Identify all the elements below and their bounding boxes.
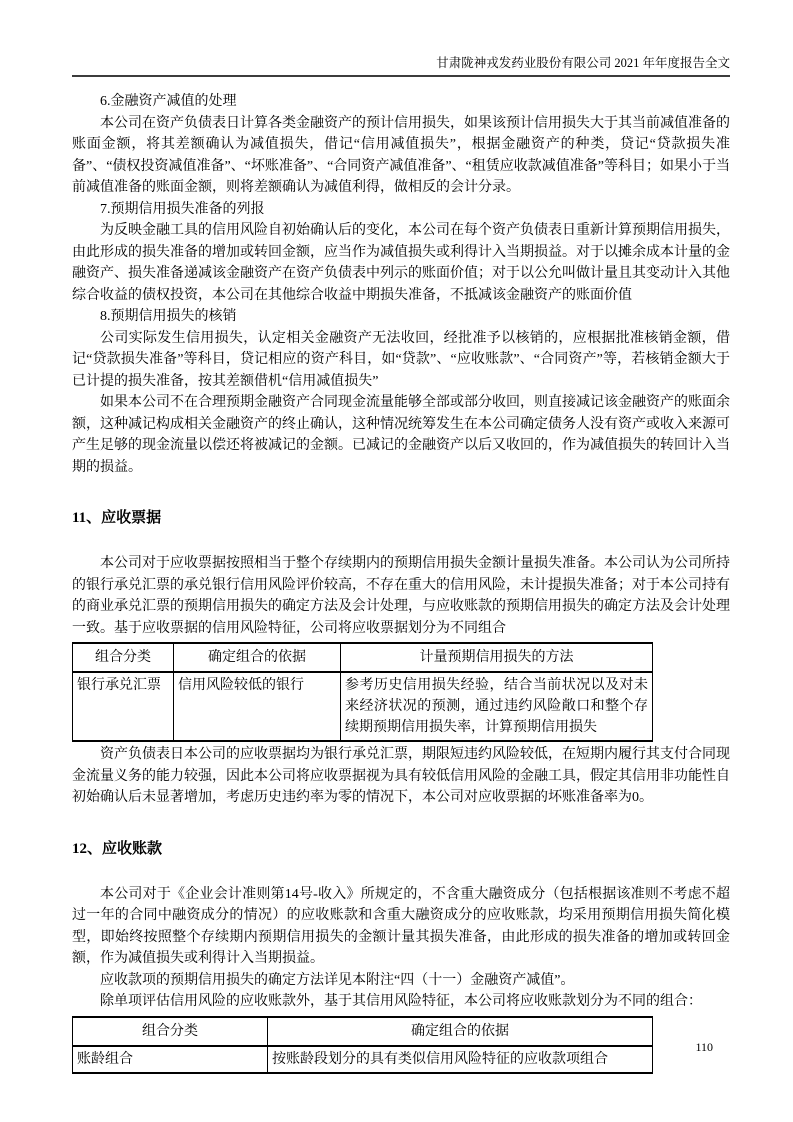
section-6-paragraph: 本公司在资产负债表日计算各类金融资产的预计信用损失，如果该预计信用损失大于其当前减值准备的账面金额，将其差额确认为减值损失，借记“信用减值损失”，根据金融资产的种类，贷记“贷款损失准备”、“债权投资减值准备”、“坏账准备”、“合同资产减值准备”、“租赁应收款减值准备”等科目；如果小于当前减值准备的账面金额，则将差额确认为减值利得，做相反的会计分录。 [72, 115, 730, 195]
section-11-heading: 11、应收票据 [72, 510, 162, 526]
table-row [73, 1046, 653, 1073]
document-header [72, 0, 730, 77]
section-11-paragraph-2: 资产负债表日本公司的应收票据均为银行承兑汇票，期限短违约风险较低，在短期内履行其支付合同现金流量义务的能力较强，因此本公司将应收票据视为具有较低信用风险的金融工具，假定其信用非功能性自初始确认后未显著增加，考虑历史违约率为零的情况下，本公司对应收票据的坏账准备率为0。 [72, 747, 730, 805]
column-header-portfolio-type: 组合分类 [73, 1017, 268, 1046]
page-content [72, 0, 730, 1076]
notes-receivable-portfolio-table [72, 642, 653, 742]
column-header-portfolio-basis: 确定组合的依据 [268, 1017, 653, 1046]
accounts-receivable-portfolio-table [72, 1016, 653, 1074]
document-header-title: 甘肃陇神戎发药业股份有限公司 2021 年年度报告全文 [436, 56, 730, 70]
column-header-portfolio-basis: 确定组合的依据 [174, 643, 341, 672]
section-7-title: 7.预期信用损失准备的列报 [100, 201, 265, 217]
column-header-ecl-method: 计量预期信用损失的方法 [341, 643, 653, 672]
section-6-title: 6.金融资产减值的处理 [100, 94, 237, 109]
section-12-paragraph-1: 本公司对于《企业会计准则第14号-收入》所规定的，不含重大融资成分（包括根据该准则不考虑不超过一年的合同中融资成分的情况）的应收账款和含重大融资成分的应收账款，均采用预期信用损失简化模型，即始终按照整个存续期内预期信用损失的金额计量其损失准备，由此形成的损失准备的增加或转回金额，作为减值损失或利得计入当期损益。 [72, 886, 730, 966]
cell-portfolio-basis: 信用风险较低的银行 [174, 672, 341, 741]
document-body [72, 91, 730, 1074]
cell-portfolio-type: 账龄组合 [73, 1046, 268, 1073]
section-8-paragraph-1: 公司实际发生信用损失，认定相关金融资产无法收回，经批准予以核销的，应根据批准核销金额，借记“贷款损失准备”等科目，贷记相应的资产科目，如“贷款”、“应收账款”、“合同资产”等，若核销金额大于已计提的损失准备，按其差额借机“信用减值损失” [72, 330, 730, 389]
section-12-paragraph-2: 应收款项的预期信用损失的确定方法详见本附注“四（十一）金融资产减值”。 [100, 972, 575, 988]
table-header-row [73, 643, 653, 672]
table-row [73, 672, 653, 741]
column-header-portfolio-type: 组合分类 [73, 643, 174, 672]
section-11-paragraph-1: 本公司对于应收票据按照相当于整个存续期内的预期信用损失金额计量损失准备。本公司认为公司所持的银行承兑汇票的承兑银行信用风险评价较高，不存在重大的信用风险，未计提损失准备；对于本公司持有的商业承兑汇票的预期信用损失的确定方法及会计处理，与应收账款的预期信用损失的确定方法及会计处理一致。基于应收票据的信用风险特征，公司将应收票据划分为不同组合 [72, 556, 730, 636]
section-12-paragraph-3: 除单项评估信用风险的应收账款外，基于其信用风险特征，本公司将应收账款划分为不同的组合： [100, 994, 702, 1009]
cell-ecl-method: 参考历史信用损失经验，结合当前状况以及对未来经济状况的预测，通过违约风险敞口和整个存续期预期信用损失率，计算预期信用损失 [341, 672, 653, 741]
section-7-paragraph: 为反映金融工具的信用风险自初始确认后的变化，本公司在每个资产负债表日重新计算预期信用损失，由此形成的损失准备的增加或转回金额，应当作为减值损失或利得计入当期损益。对于以摊余成本计量的金融资产、损失准备递减该金融资产在资产负债表中列示的账面价值；对于以公允叫做计量且其变动计入其他综合收益的债权投资，本公司在其他综合收益中期损失准备，不抵减该金融资产的账面价值 [72, 223, 730, 303]
section-8-title: 8.预期信用损失的核销 [100, 309, 237, 324]
table-header-row [73, 1017, 653, 1046]
section-8-paragraph-2: 如果本公司不在合理预期金融资产合同现金流量能够全部或部分收回，则直接减记该金融资产的账面余额，这种减记构成相关金融资产的终止确认，这种情况统筹发生在本公司确定债务人没有资产或收入来源可产生足够的现金流量以偿还将被减记的金额。已减记的金融资产以后又收回的，作为减值损失的转回计入当期的损益。 [72, 395, 730, 475]
cell-portfolio-type: 银行承兑汇票 [73, 672, 174, 741]
section-12-heading: 12、应收账款 [72, 840, 163, 857]
cell-portfolio-basis: 按账龄段划分的具有类似信用风险特征的应收款项组合 [268, 1046, 653, 1073]
page-number: 110 [695, 1040, 713, 1054]
